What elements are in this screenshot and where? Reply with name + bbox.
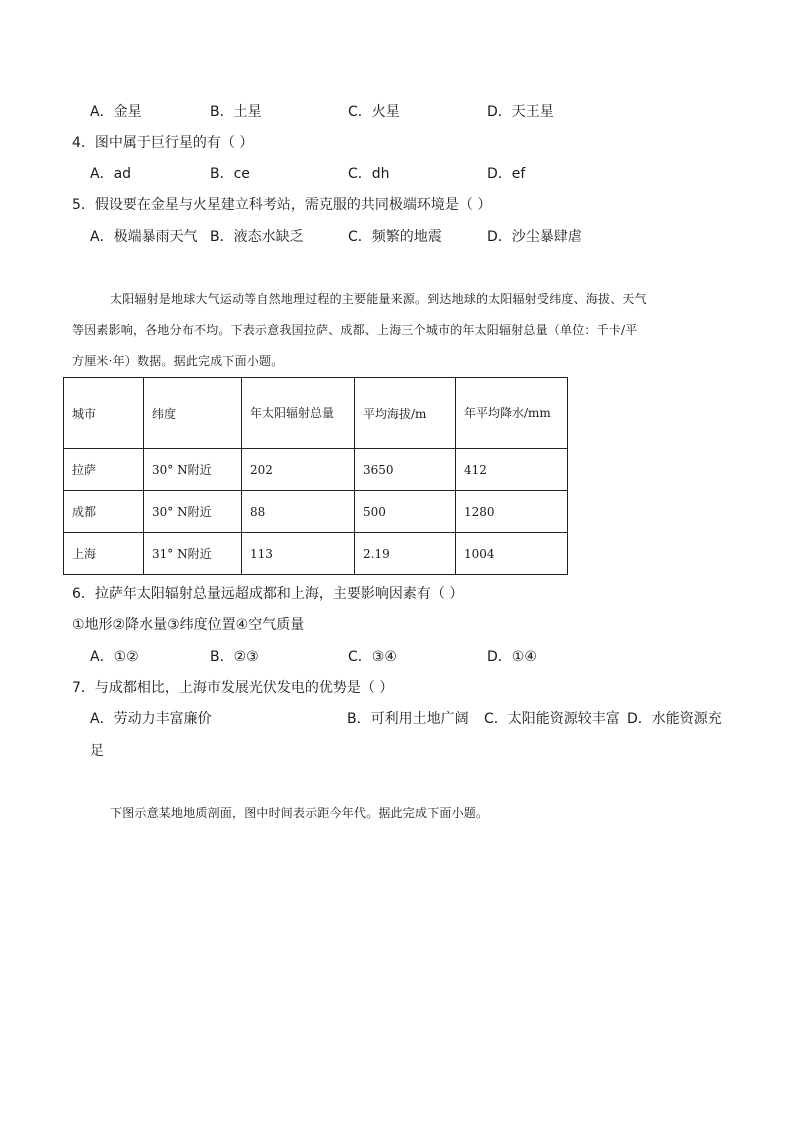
table-row (64, 533, 568, 575)
header-precipitation-text: 年平均降水/mm (464, 406, 551, 420)
q4-option-b[interactable]: B．ce (210, 166, 250, 182)
cell-precipitation: 1280 (456, 491, 568, 533)
cell-latitude: 30° N附近 (144, 491, 242, 533)
q5-option-c[interactable]: C．频繁的地震 (348, 229, 442, 245)
q6-factor-list: ①地形②降水量③纬度位置④空气质量 (72, 617, 305, 633)
solar-radiation-table (63, 377, 568, 575)
table-row (64, 449, 568, 491)
q4-option-a[interactable]: A．ad (90, 166, 132, 182)
q6-option-a[interactable]: A．①② (90, 649, 139, 665)
table-header-row (64, 378, 568, 449)
cell-latitude: 31° N附近 (144, 533, 242, 575)
q3-option-b[interactable]: B．土星 (210, 104, 262, 120)
q7-option-c[interactable]: C．太阳能资源较丰富 (484, 711, 620, 727)
cell-precipitation: 1004 (456, 533, 568, 575)
header-annual-radiation (242, 378, 355, 449)
q4-option-d[interactable]: D．ef (487, 166, 526, 182)
cell-elevation: 500 (355, 491, 456, 533)
header-latitude: 纬度 (144, 378, 242, 449)
intro-paragraph-geology: 下图示意某地地质剖面，图中时间表示距今年代。据此完成下面小题。 (110, 806, 489, 820)
intro-line-2: 等因素影响，各地分布不均。下表示意我国拉萨、成都、上海三个城市的年太阳辐射总量（单位：千卡/平 (72, 323, 638, 337)
q5-option-a[interactable]: A．极端暴雨天气 (90, 229, 198, 245)
q6-option-b[interactable]: B．②③ (210, 649, 259, 665)
q7-option-b[interactable]: B．可利用土地广阔 (347, 711, 469, 727)
header-precipitation (456, 378, 568, 449)
q3-option-a[interactable]: A．金星 (90, 104, 142, 120)
cell-radiation: 202 (242, 449, 355, 491)
cell-elevation: 2.19 (355, 533, 456, 575)
q3-option-d[interactable]: D．天王星 (487, 104, 554, 120)
q5-stem: 5．假设要在金星与火星建立科考站，需克服的共同极端环境是（ ） (72, 197, 492, 213)
cell-city: 拉萨 (64, 449, 144, 491)
q6-option-d[interactable]: D．①④ (487, 649, 537, 665)
header-elevation: 平均海拔/m (355, 378, 456, 449)
q5-option-b[interactable]: B．液态水缺乏 (210, 229, 304, 245)
cell-city: 成都 (64, 491, 144, 533)
intro-line-3: 方厘米·年）数据。据此完成下面小题。 (72, 354, 284, 368)
q4-option-c[interactable]: C．dh (348, 166, 390, 182)
q5-option-d[interactable]: D．沙尘暴肆虐 (487, 229, 582, 245)
table-row (64, 491, 568, 533)
header-city: 城市 (64, 378, 144, 449)
cell-precipitation: 412 (456, 449, 568, 491)
q6-option-c[interactable]: C．③④ (348, 649, 397, 665)
cell-elevation: 3650 (355, 449, 456, 491)
intro-line-1: 太阳辐射是地球大气运动等自然地理过程的主要能量来源。到达地球的太阳辐射受纬度、海拔、天气 (110, 292, 647, 306)
header-annual-radiation-text: 年太阳辐射总量 (250, 406, 335, 420)
cell-radiation: 88 (242, 491, 355, 533)
cell-latitude: 30° N附近 (144, 449, 242, 491)
q7-option-a[interactable]: A．劳动力丰富廉价 (90, 711, 212, 727)
cell-radiation: 113 (242, 533, 355, 575)
q7-option-d-wrap: 足 (90, 743, 104, 759)
q3-option-c[interactable]: C．火星 (348, 104, 400, 120)
q4-stem: 4．图中属于巨行星的有（ ） (72, 135, 254, 151)
cell-city: 上海 (64, 533, 144, 575)
q6-stem: 6．拉萨年太阳辐射总量远超成都和上海，主要影响因素有（ ） (72, 586, 464, 602)
q7-option-d[interactable]: D．水能资源充 (627, 711, 722, 727)
q7-stem: 7．与成都相比，上海市发展光伏发电的优势是（ ） (72, 680, 394, 696)
